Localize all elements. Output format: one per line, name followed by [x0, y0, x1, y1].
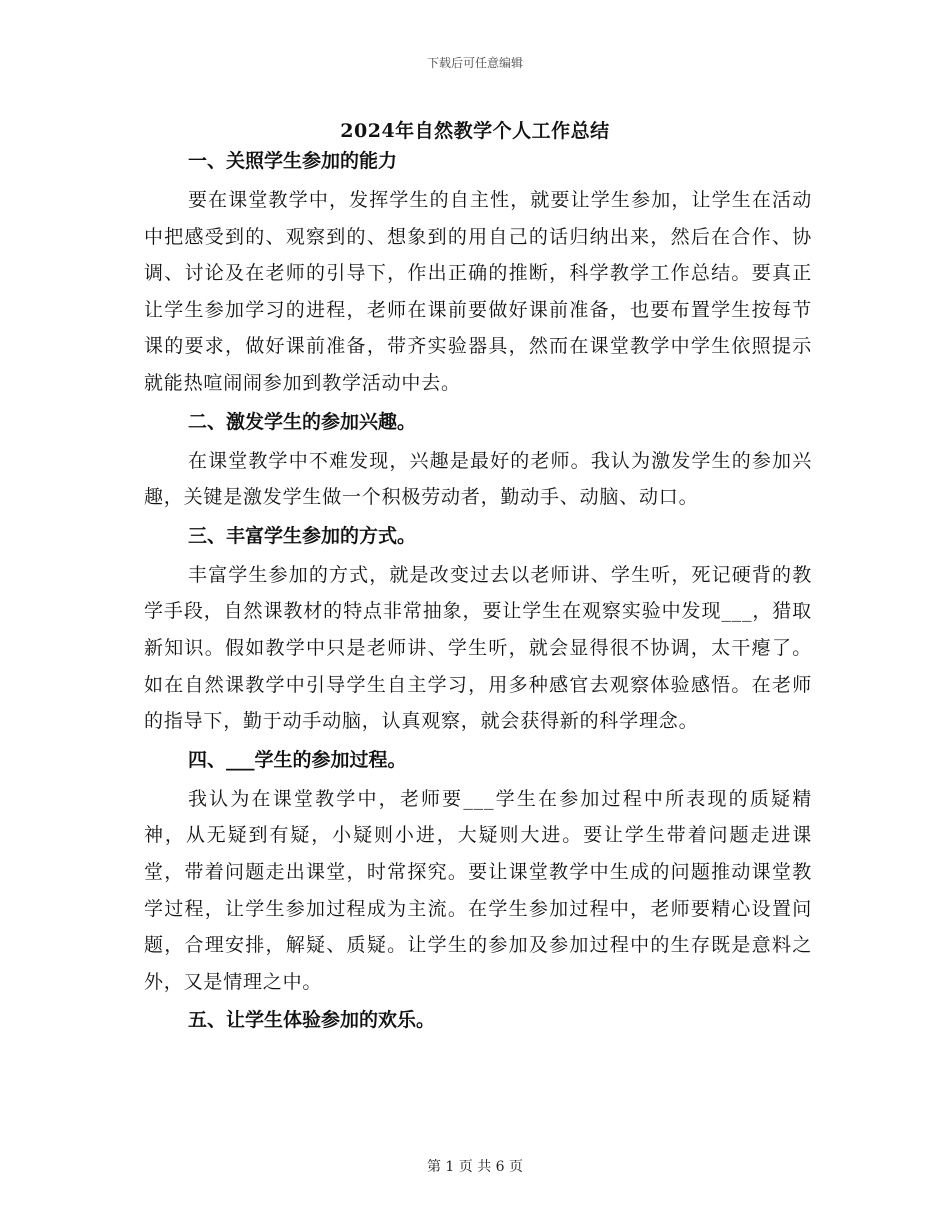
- document-body: [144, 143, 812, 1041]
- section-heading: 三、丰富学生参加的方式。: [188, 524, 417, 547]
- section-heading: 五、让学生体验参加的欢乐。: [188, 1009, 436, 1032]
- page-number: 第 1 页 共 6 页: [426, 1159, 524, 1175]
- section-heading: 四、___学生的参加过程。: [188, 748, 407, 771]
- section-heading: 一、关照学生参加的能力: [188, 150, 398, 172]
- paragraph: 要在课堂教学中，发挥学生的自主性，就要让学生参加，让学生在活动中把感受到的、观察到的、想象到的用自己的话归纳出来，然后在合作、协调、讨论及在老师的引导下，作出正确的推断，科学教学工作总结。要真正让学生参加学习的进程，老师在课前要做好课前准备，也要布置学生按每节课的要求，做好课前准备，带齐实验器具，然而在课堂教学中学生依照提示就能热喧闹闹参加到教学活动中去。: [144, 189, 812, 394]
- paragraph: 在课堂教学中不难发现，兴趣是最好的老师。我认为激发学生的参加兴趣，关键是激发学生做一个积极劳动者，勤动手、动脑、动口。: [144, 449, 812, 509]
- section-2: [144, 404, 812, 516]
- section-1: [144, 143, 812, 402]
- section-heading: 二、激发学生的参加兴趣。: [188, 410, 417, 433]
- section-3: [144, 518, 812, 740]
- paragraph: 丰富学生参加的方式，就是改变过去以老师讲、学生听，死记硬背的教学手段，自然课教材的特点非常抽象，要让学生在观察实验中发现___，猎取新知识。假如教学中只是老师讲、学生听，就会显得很不协调，太干瘪了。如在自然课教学中引导学生自主学习，用多种感官去观察体验感悟。在老师的指导下，勤于动手动脑，认真观察，就会获得新的科学理念。: [144, 563, 812, 733]
- paragraph: 我认为在课堂教学中，老师要___学生在参加过程中所表现的质疑精神，从无疑到有疑，小疑则小进，大疑则大进。要让学生带着问题走进课堂，带着问题走出课堂，时常探究。要让课堂教学中生成的问题推动课堂教学过程，让学生参加过程成为主流。在学生参加过程中，老师要精心设置问题，合理安排，解疑、质疑。让学生的参加及参加过程中的生存既是意料之外，又是情理之中。: [144, 787, 812, 993]
- header-note: 下载后可任意编辑: [426, 56, 523, 70]
- section-4: [144, 742, 812, 1001]
- section-5: [144, 1002, 812, 1039]
- document-title: 2024年自然教学个人工作总结: [340, 120, 610, 142]
